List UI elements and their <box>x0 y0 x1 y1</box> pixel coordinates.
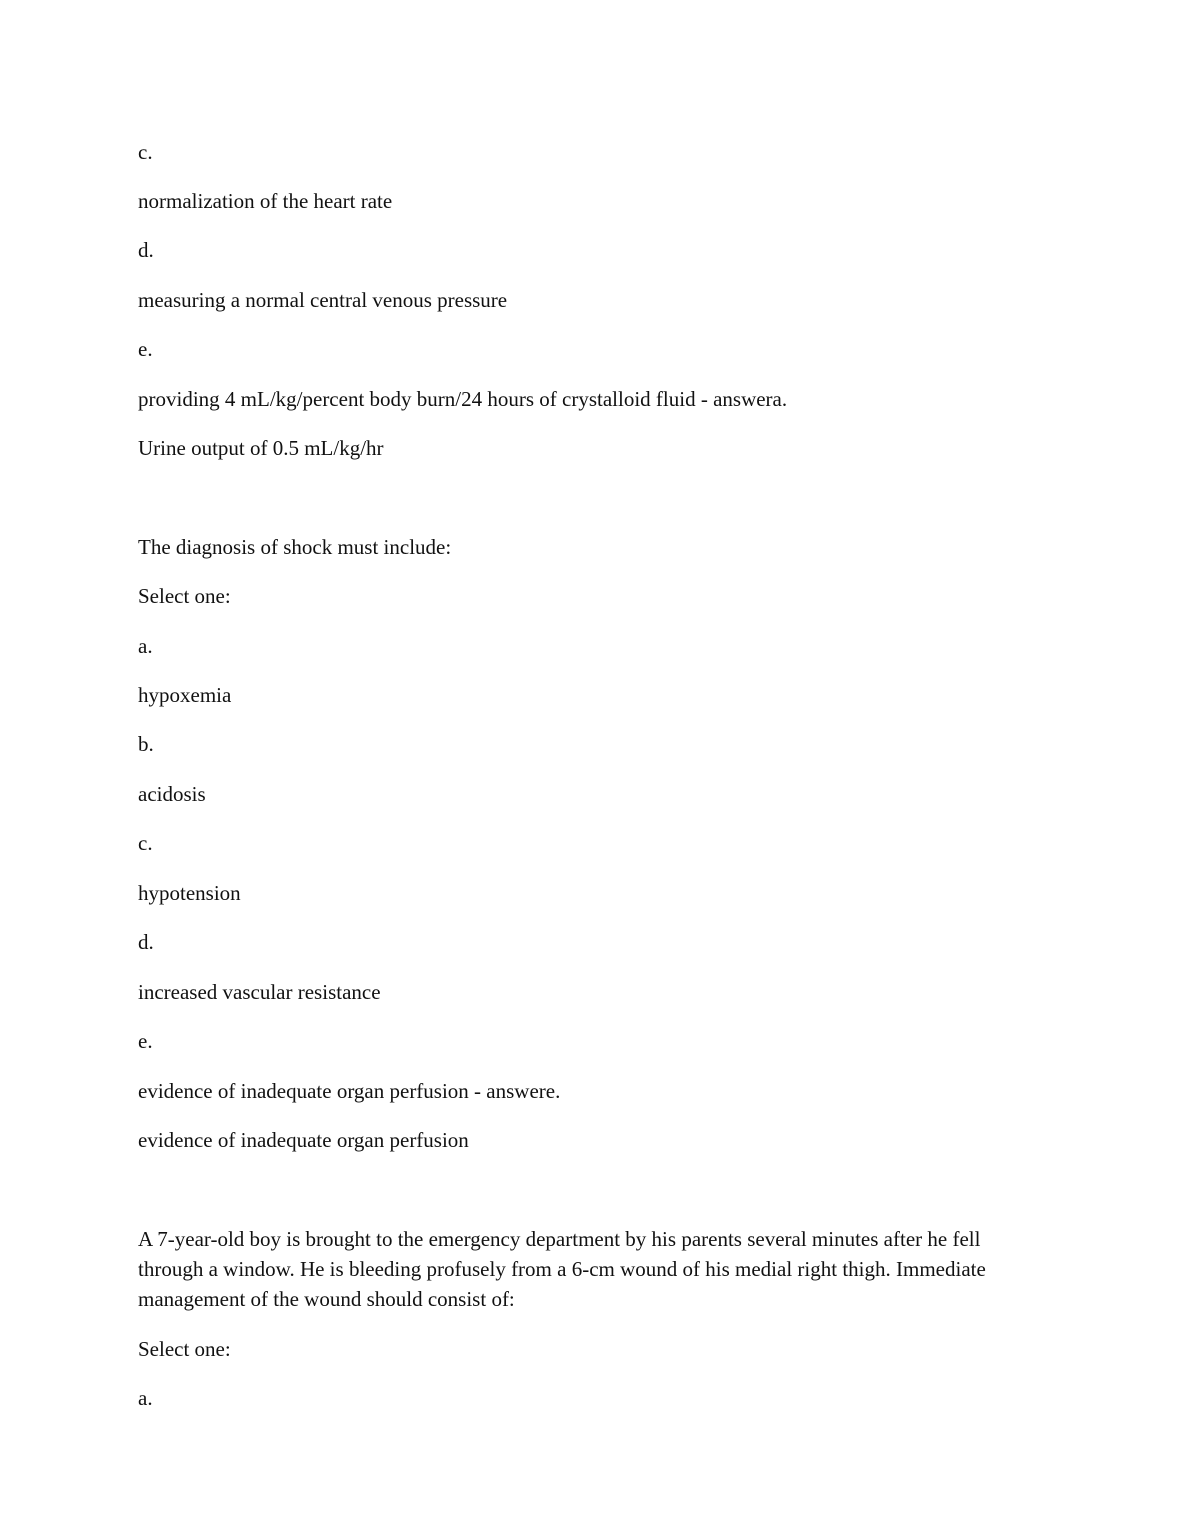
answer-text: evidence of inadequate organ perfusion <box>138 1128 469 1152</box>
option-text: acidosis <box>138 782 206 806</box>
select-prompt: Select one: <box>138 584 231 608</box>
option-text: evidence of inadequate organ perfusion - answere. <box>138 1079 561 1103</box>
option-letter: e. <box>138 1029 153 1053</box>
select-prompt: Select one: <box>138 1337 231 1361</box>
option-text: normalization of the heart rate <box>138 189 393 213</box>
option-letter: c. <box>138 140 153 164</box>
option-letter: a. <box>138 1386 153 1410</box>
option-letter: d. <box>138 238 154 262</box>
option-text: hypoxemia <box>138 683 232 707</box>
question-text: A 7-year-old boy is brought to the emergency department by his parents several minutes after he fell through a window. He is bleeding profusely from a 6-cm wound of his medial right thigh. Immediate management of the wound should consist of: <box>138 1227 986 1311</box>
option-text: hypotension <box>138 881 241 905</box>
option-text: measuring a normal central venous pressure <box>138 288 508 312</box>
option-letter: a. <box>138 634 153 658</box>
answer-text: Urine output of 0.5 mL/kg/hr <box>138 436 384 460</box>
question-text: The diagnosis of shock must include: <box>138 535 452 559</box>
option-letter: c. <box>138 831 153 855</box>
option-letter: e. <box>138 337 153 361</box>
option-text: increased vascular resistance <box>138 980 381 1004</box>
option-letter: b. <box>138 732 154 756</box>
document-page <box>138 0 1058 1540</box>
option-letter: d. <box>138 930 154 954</box>
option-text: providing 4 mL/kg/percent body burn/24 hours of crystalloid fluid - answera. <box>138 387 788 411</box>
